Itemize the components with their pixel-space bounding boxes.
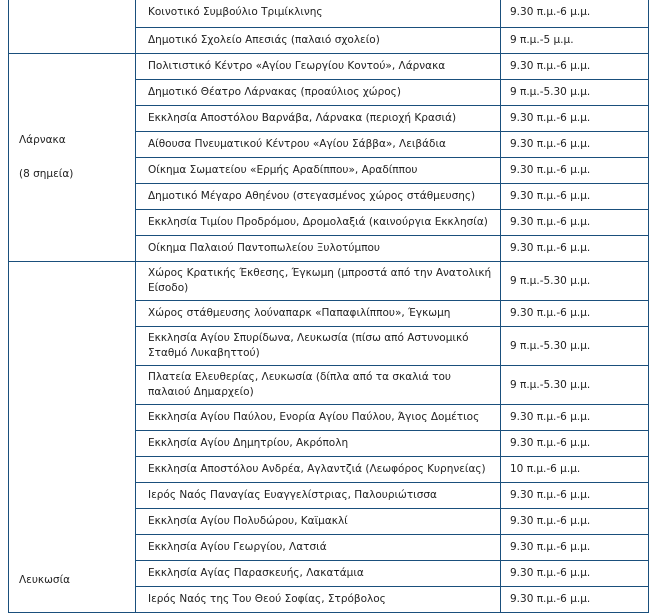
place-cell: Ιερός Ναός Παναγίας Ευαγγελίστριας, Παλουριώτισσα bbox=[136, 483, 501, 509]
time-cell: 9.30 π.μ.-6 μ.μ. bbox=[501, 431, 649, 457]
time-cell: 9.30 π.μ.-6 μ.μ. bbox=[501, 236, 649, 262]
time-cell: 9.30 π.μ.-6 μ.μ. bbox=[501, 535, 649, 561]
time-cell: 9.30 π.μ.-6 μ.μ. bbox=[501, 509, 649, 535]
place-cell: Εκκλησία Αγίου Γεωργίου, Λατσιά bbox=[136, 535, 501, 561]
time-cell: 10 π.μ.-6 μ.μ. bbox=[501, 457, 649, 483]
time-cell: 9.30 π.μ.-6 μ.μ. bbox=[501, 561, 649, 587]
region-cell-previous bbox=[9, 0, 136, 54]
time-cell: 9 π.μ.-5.30 μ.μ. bbox=[501, 80, 649, 106]
region-name: Λευκωσία bbox=[19, 574, 71, 586]
place-cell: Εκκλησία Αποστόλου Ανδρέα, Αγλαντζιά (Λεωφόρος Κυρηνείας) bbox=[136, 457, 501, 483]
time-cell: 9.30 π.μ.-6 μ.μ. bbox=[501, 210, 649, 236]
place-cell: Δημοτικό Μέγαρο Αθηένου (στεγασμένος χώρος στάθμευσης) bbox=[136, 184, 501, 210]
time-cell: 9.30 π.μ.-6 μ.μ. bbox=[501, 132, 649, 158]
place-cell: Εκκλησία Αγίου Πολυδώρου, Καϊμακλί bbox=[136, 509, 501, 535]
place-cell: Ιερός Ναός της Του Θεού Σοφίας, Στρόβολος bbox=[136, 587, 501, 613]
table-row bbox=[9, 262, 649, 301]
place-cell: Εκκλησία Αγίου Σπυρίδωνα, Λευκωσία (πίσω από Αστυνομικό Σταθμό Λυκαβηττού) bbox=[136, 327, 501, 366]
region-point-count: (8 σημεία) bbox=[19, 168, 74, 180]
place-cell: Οίκημα Σωματείου «Ερμής Αραδίππου», Αραδίππου bbox=[136, 158, 501, 184]
place-cell: Πολιτιστικό Κέντρο «Αγίου Γεωργίου Κοντού», Λάρνακα bbox=[136, 54, 501, 80]
time-cell: 9.30 π.μ.-6 μ.μ. bbox=[501, 483, 649, 509]
place-cell: Οίκημα Παλαιού Παντοπωλείου Ξυλοτύμπου bbox=[136, 236, 501, 262]
time-cell: 9.30 π.μ.-6 μ.μ. bbox=[501, 106, 649, 132]
place-cell: Κοινοτικό Συμβούλιο Τριμίκλινης bbox=[136, 0, 501, 28]
place-cell: Χώρος Κρατικής Έκθεσης, Έγκωμη (μπροστά από την Ανατολική Είσοδο) bbox=[136, 262, 501, 301]
schedule-table bbox=[8, 0, 649, 613]
table-row bbox=[9, 0, 649, 28]
time-cell: 9 π.μ.-5 μ.μ. bbox=[501, 28, 649, 54]
time-cell: 9.30 π.μ.-6 μ.μ. bbox=[501, 0, 649, 28]
place-cell: Εκκλησία Αγίας Παρασκευής, Λακατάμια bbox=[136, 561, 501, 587]
time-cell: 9 π.μ.-5.30 μ.μ. bbox=[501, 262, 649, 301]
region-cell-larnaca bbox=[9, 54, 136, 262]
time-cell: 9 π.μ.-5.30 μ.μ. bbox=[501, 366, 649, 405]
place-cell: Εκκλησία Αγίου Δημητρίου, Ακρόπολη bbox=[136, 431, 501, 457]
place-cell: Εκκλησία Αγίου Παύλου, Ενορία Αγίου Παύλου, Άγιος Δομέτιος bbox=[136, 405, 501, 431]
table-body bbox=[9, 0, 649, 613]
place-cell: Πλατεία Ελευθερίας, Λευκωσία (δίπλα από τα σκαλιά του παλαιού Δημαρχείο) bbox=[136, 366, 501, 405]
region-name: Λάρνακα bbox=[19, 134, 66, 146]
place-cell: Χώρος στάθμευσης λούναπαρκ «Παπαφιλίππου», Έγκωμη bbox=[136, 301, 501, 327]
time-cell: 9.30 π.μ.-6 μ.μ. bbox=[501, 54, 649, 80]
time-cell: 9.30 π.μ.-6 μ.μ. bbox=[501, 301, 649, 327]
place-cell: Εκκλησία Αποστόλου Βαρνάβα, Λάρνακα (περιοχή Κρασιά) bbox=[136, 106, 501, 132]
time-cell: 9.30 π.μ.-6 μ.μ. bbox=[501, 158, 649, 184]
place-cell: Δημοτικό Θέατρο Λάρνακας (προαύλιος χώρος) bbox=[136, 80, 501, 106]
place-cell: Δημοτικό Σχολείο Απεσιάς (παλαιό σχολείο) bbox=[136, 28, 501, 54]
time-cell: 9 π.μ.-5.30 μ.μ. bbox=[501, 327, 649, 366]
time-cell: 9.30 π.μ.-6 μ.μ. bbox=[501, 587, 649, 613]
place-cell: Εκκλησία Τιμίου Προδρόμου, Δρομολαξιά (καινούργια Εκκλησία) bbox=[136, 210, 501, 236]
region-cell-nicosia bbox=[9, 262, 136, 613]
time-cell: 9.30 π.μ.-6 μ.μ. bbox=[501, 405, 649, 431]
place-cell: Αίθουσα Πνευματικού Κέντρου «Αγίου Σάββα», Λειβάδια bbox=[136, 132, 501, 158]
table-row bbox=[9, 54, 649, 80]
time-cell: 9.30 π.μ.-6 μ.μ. bbox=[501, 184, 649, 210]
